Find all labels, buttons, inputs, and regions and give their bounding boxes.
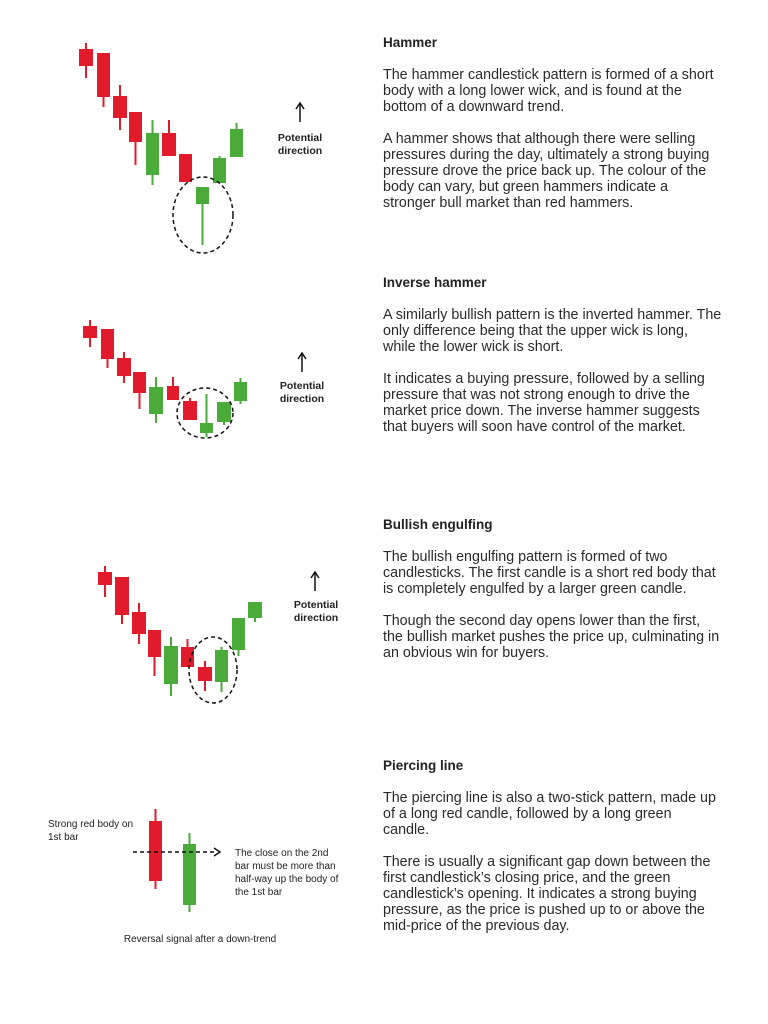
direction-label: direction (279, 393, 325, 405)
red-candle (79, 43, 93, 78)
red-candle (183, 398, 197, 420)
candle-body (148, 630, 161, 657)
red-candle (179, 154, 192, 182)
red-candle (198, 661, 212, 691)
candle-body (149, 387, 163, 414)
red-candle (132, 603, 146, 644)
section-title: Inverse hammer (383, 275, 487, 290)
candlestick-diagrams (0, 0, 380, 1024)
bullish-engulfing-diagram (98, 566, 338, 703)
red-candle (149, 809, 162, 889)
paragraph: The hammer candlestick pattern is formed of a short body with a long lower wick, and is found at the bottom of a downward trend. (383, 67, 714, 115)
red-candle (101, 329, 114, 368)
green-candle (196, 187, 209, 245)
candle-body (79, 49, 93, 66)
annotation-right: The close on the 2nd (235, 848, 329, 859)
candle-body (146, 133, 159, 175)
red-candle (113, 85, 127, 130)
candle-body (179, 154, 192, 182)
direction-label: Potential (293, 599, 339, 611)
candle-body (98, 572, 112, 585)
candle-body (97, 53, 110, 97)
candle-body (213, 158, 226, 183)
candle-body (196, 187, 209, 204)
green-candle (217, 402, 231, 425)
annotation-right: the 1st bar (235, 887, 283, 898)
red-candle (162, 120, 176, 156)
candle-body (230, 129, 243, 157)
green-candle (146, 120, 159, 185)
paragraph: It indicates a buying pressure, followed by a selling pressure that was not strong enough to drive the market price down. The inverse hammer suggests that buyers will soon have control of the market. (383, 371, 705, 435)
candle-body (217, 402, 231, 422)
inverse-hammer-diagram (83, 320, 324, 438)
candle-body (117, 358, 131, 376)
candle-body (181, 647, 194, 667)
direction-label: Potential (279, 380, 325, 392)
paragraph: A hammer shows that although there were selling pressures during the day, ultimately a strong buying pressure drove the price back up. The colour of the body can vary, but green hammers indicate a stronger bull market than red hammers. (383, 131, 710, 211)
paragraph: A similarly bullish pattern is the inverted hammer. The only difference being that the upper wick is long, while the lower wick is short. (383, 307, 722, 355)
candle-body (101, 329, 114, 359)
candle-body (133, 372, 146, 393)
candle-body (113, 96, 127, 118)
red-candle (98, 566, 112, 597)
candle-body (149, 821, 162, 881)
green-candle (164, 637, 178, 696)
candle-body (162, 133, 176, 156)
green-candle (232, 618, 245, 656)
candle-body (167, 386, 179, 400)
green-candle (234, 378, 247, 404)
section-bullish-engulfing (383, 517, 763, 677)
green-candle (215, 647, 228, 692)
piercing-line-diagram (48, 809, 339, 945)
candle-body (183, 401, 197, 420)
section-inverse-hammer (383, 275, 763, 451)
red-candle (133, 372, 146, 409)
red-candle (129, 112, 142, 165)
caption: Reversal signal after a down-trend (123, 934, 277, 945)
red-candle (97, 53, 110, 107)
candle-body (132, 612, 146, 634)
candle-body (248, 602, 262, 618)
arrow-up-icon (311, 572, 319, 591)
section-hammer (383, 35, 763, 227)
arrow-up-icon (298, 353, 306, 372)
green-candle (200, 394, 213, 437)
section-title: Bullish engulfing (383, 517, 493, 532)
midpoint-arrow (133, 848, 220, 856)
green-candle (248, 602, 262, 622)
candle-body (234, 382, 247, 401)
candle-body (198, 667, 212, 681)
paragraph: The bullish engulfing pattern is formed of two candlesticks. The first candle is a short red body that is completely engulfed by a larger green candle. (383, 549, 716, 597)
green-candle (230, 123, 243, 157)
direction-label: direction (277, 145, 323, 157)
direction-label: direction (293, 612, 339, 624)
section-title: Piercing line (383, 758, 464, 773)
annotation-right: bar must be more than (235, 861, 336, 872)
candle-body (83, 326, 97, 338)
annotation-left: Strong red body on (48, 819, 134, 830)
candle-body (232, 618, 245, 650)
red-candle (117, 352, 131, 383)
green-candle (149, 377, 163, 423)
red-candle (167, 377, 179, 400)
candle-body (215, 650, 228, 682)
section-piercing-line (383, 758, 763, 950)
hammer-diagram (79, 43, 322, 253)
annotation-right: half-way up the body of (235, 874, 339, 885)
section-title: Hammer (383, 35, 438, 50)
green-candle (213, 156, 226, 183)
paragraph: There is usually a significant gap down between the first candlestick’s closing price, and the green candlestick’s opening. It indicates a strong buying pressure, as the price is pushed up to or above the mid-price of the previous day. (383, 854, 711, 934)
candle-body (164, 646, 178, 684)
paragraph: Though the second day opens lower than the first, the bullish market pushes the price up, culminating in an obvious win for buyers. (383, 613, 720, 661)
highlight-circle (189, 637, 237, 703)
red-candle (115, 577, 129, 624)
candle-body (200, 423, 213, 433)
direction-label: Potential (277, 132, 323, 144)
green-candle (183, 833, 196, 912)
red-candle (148, 630, 161, 676)
paragraph: The piercing line is also a two-stick pattern, made up of a long red candle, followed by a long green candle. (383, 790, 716, 838)
candle-body (183, 844, 196, 905)
candle-body (129, 112, 142, 142)
arrow-up-icon (296, 103, 304, 122)
red-candle (83, 320, 97, 347)
candle-body (115, 577, 129, 615)
annotation-left: 1st bar (48, 832, 79, 843)
